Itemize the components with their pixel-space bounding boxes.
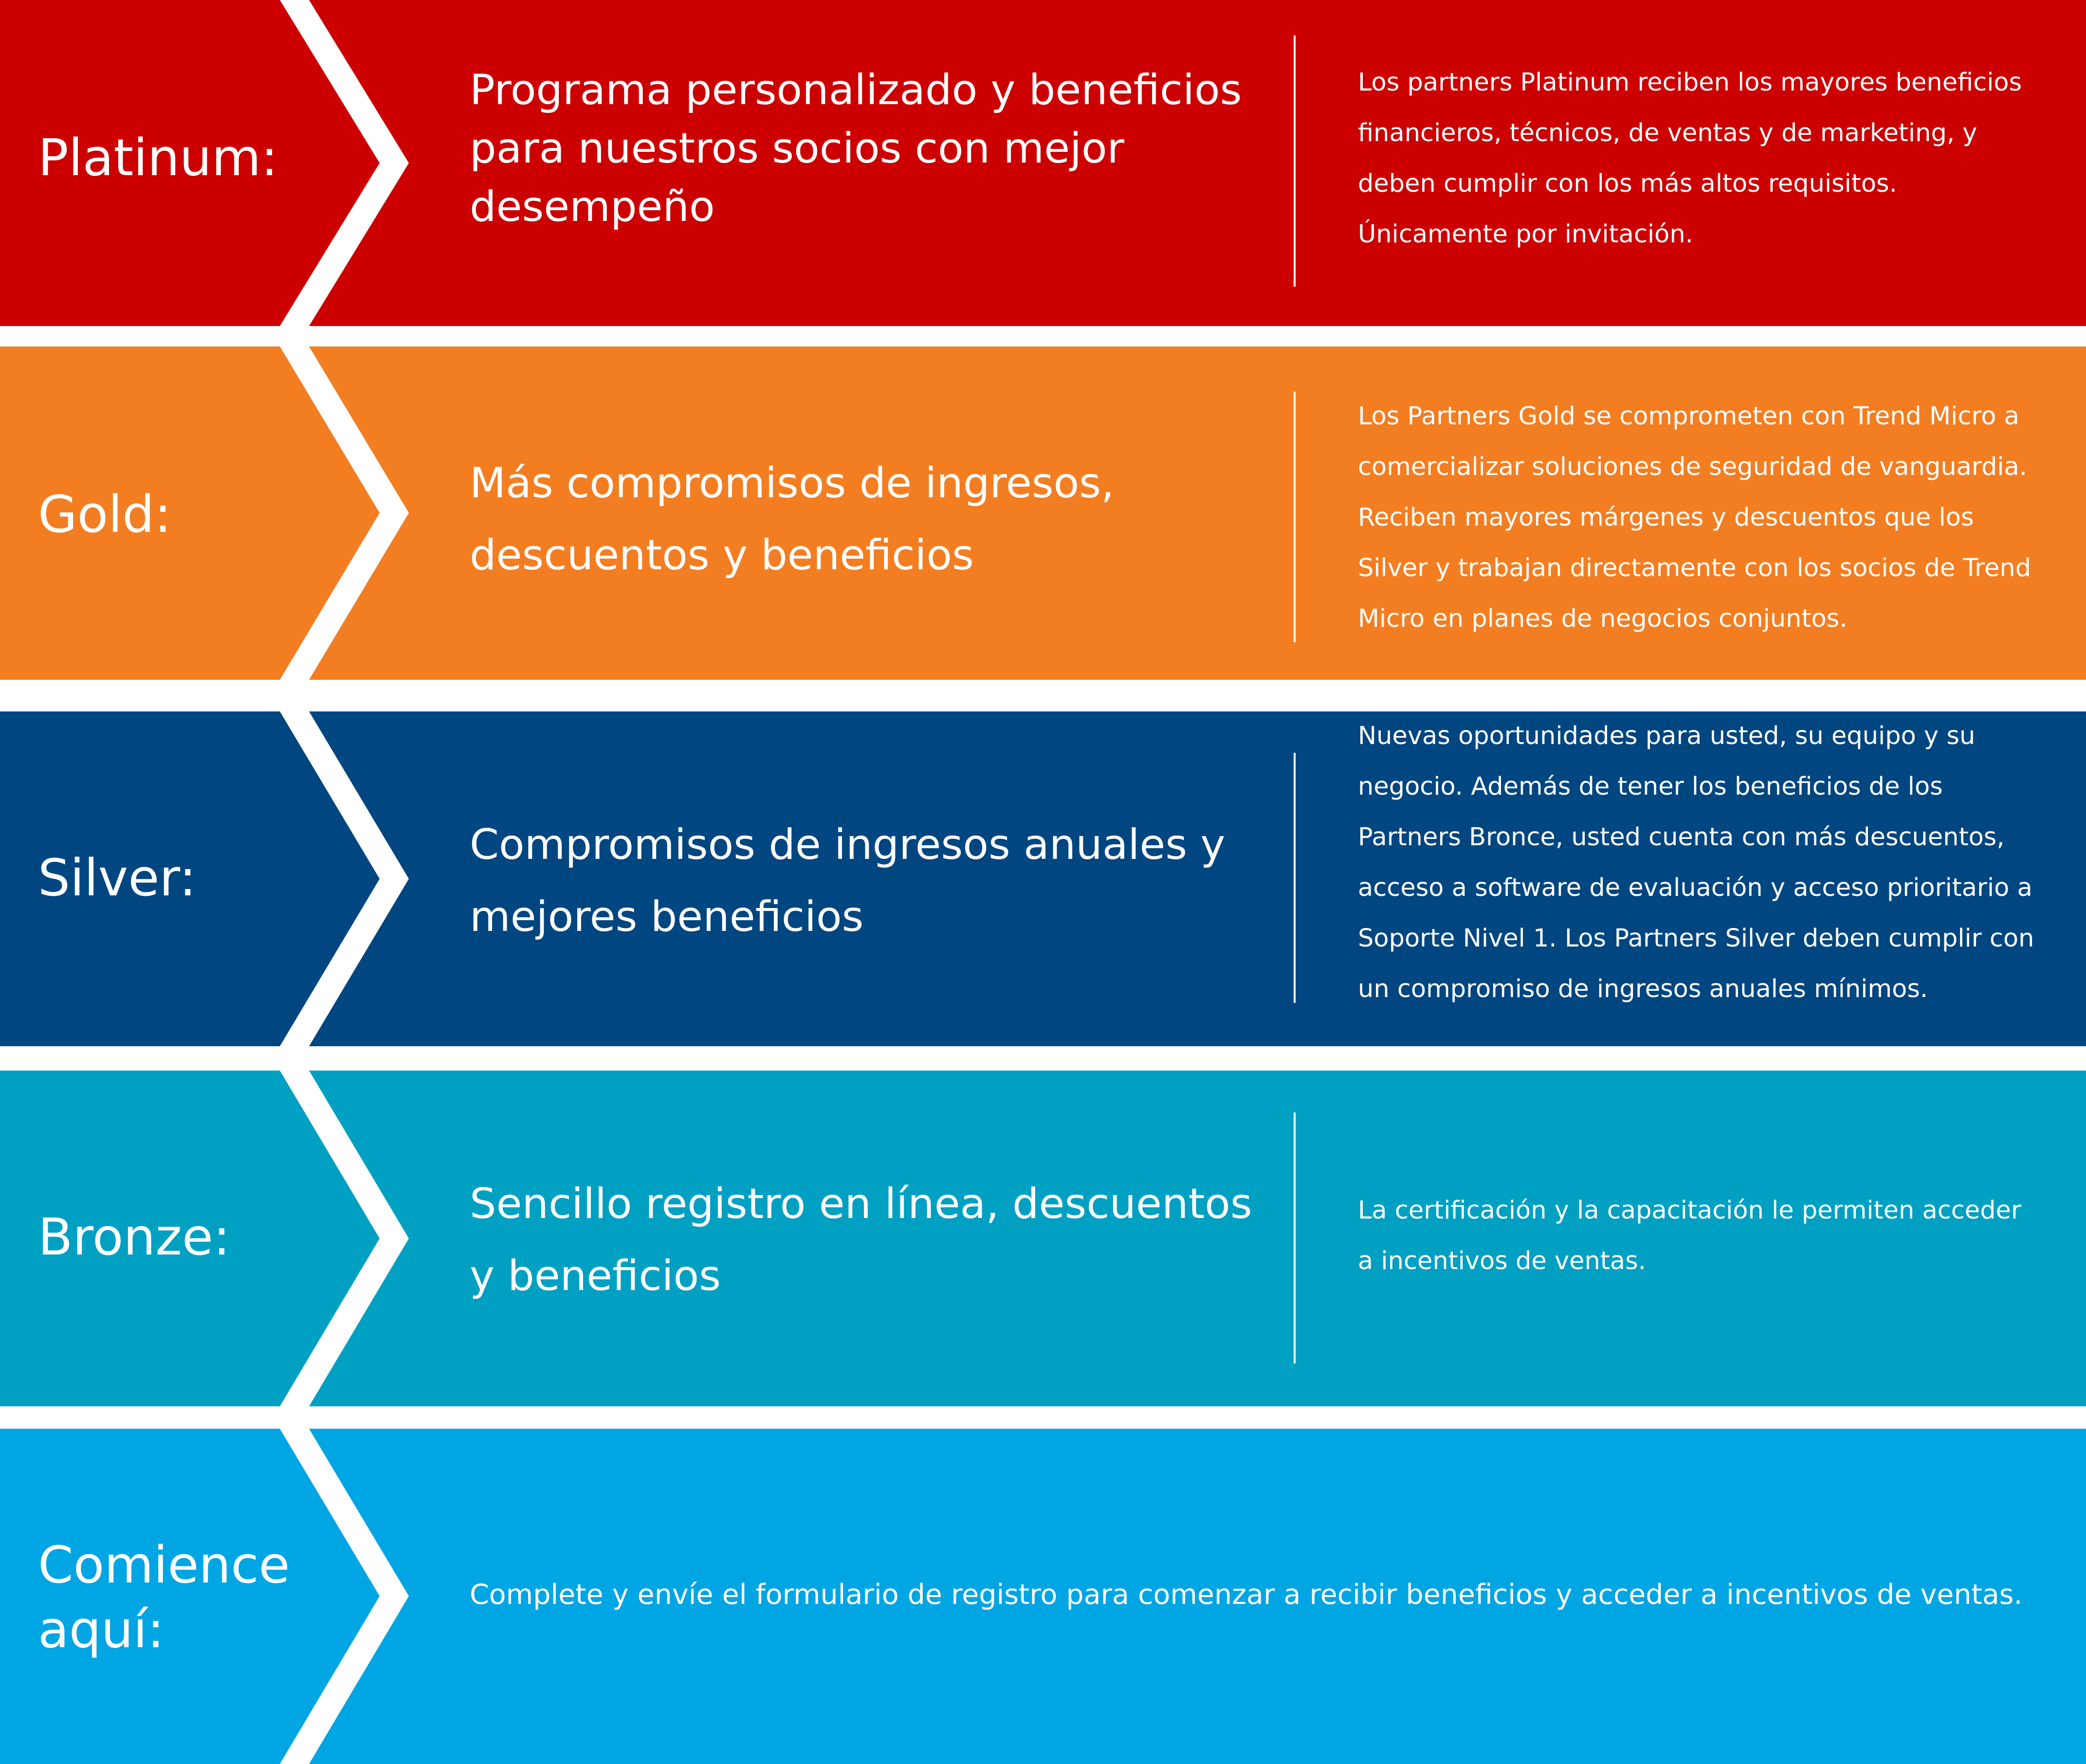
tier-label: Silver: xyxy=(38,848,197,908)
tier-label: Bronze: xyxy=(38,1207,230,1267)
tier-description: Los partners Platinum reciben los mayores beneficios financieros, técnicos, de ventas y de marketing, y deben cumplir con los más altos requisitos. Únicamente por invitación. xyxy=(1358,68,2022,249)
vertical-divider xyxy=(1294,392,1296,642)
tier-description: Los Partners Gold se comprometen con Trend Micro a comercializar soluciones de seguridad de vanguardia. Reciben mayores márgenes y descuentos que los Silver y trabajan directamente con los socios de Trend Micro en planes de negocios conjuntos. xyxy=(1358,402,2031,633)
vertical-divider xyxy=(1294,753,1296,1003)
tier-silver xyxy=(0,711,2086,1046)
tier-gold xyxy=(0,346,2086,680)
vertical-divider xyxy=(1294,1112,1296,1364)
tier-description: Nuevas oportunidades para usted, su equipo y su negocio. Además de tener los beneficios de los Partners Bronce, usted cuenta con más descuentos, acceso a software de evaluación y acceso prioritario a Soporte Nivel 1. Los Partners Silver deben cumplir con un compromiso de ingresos anuales mínimos. xyxy=(1358,722,2034,1003)
tier-label: Gold: xyxy=(38,485,172,544)
tier-bronze xyxy=(0,1071,2086,1406)
tier-description: La certificación y la capacitación le permiten acceder a incentivos de ventas. xyxy=(1358,1196,2021,1275)
start-banner[interactable] xyxy=(0,1429,2086,1764)
tier-label: Platinum: xyxy=(38,128,278,187)
start-instructions[interactable]: Complete y envíe el formulario de registro para comenzar a recibir beneficios y acceder a incentivos de ventas. xyxy=(470,1579,2023,1611)
tier-headline: Compromisos de ingresos anuales y mejores beneficios xyxy=(470,820,1226,941)
tier-platinum xyxy=(0,0,2086,326)
tier-headline: Más compromisos de ingresos, descuentos y beneficios xyxy=(470,459,1115,580)
tier-headline: Sencillo registro en línea, descuentos y beneficios xyxy=(470,1180,1252,1300)
tier-headline: Programa personalizado y beneficios para nuestros socios con mejor desempeño xyxy=(470,66,1242,231)
vertical-divider xyxy=(1294,36,1296,287)
start-label: Comience aquí: xyxy=(38,1535,290,1659)
